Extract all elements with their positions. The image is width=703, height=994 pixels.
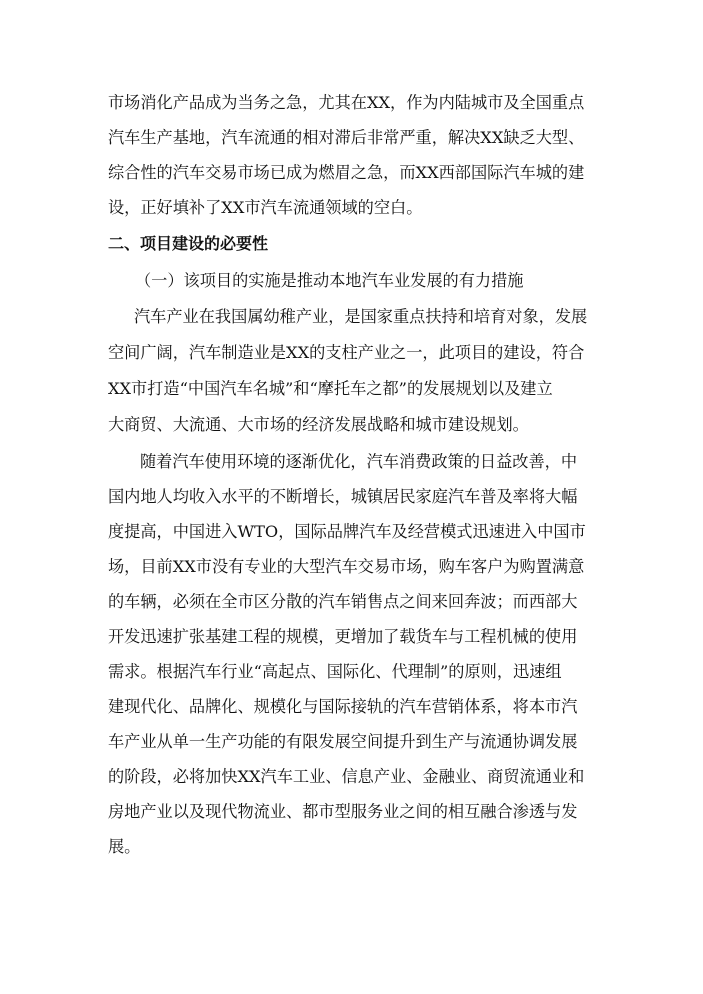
para-1-line-2: 汽车生产基地，汽车流通的相对滞后非常严重，解决XX缺乏大型、: [108, 128, 585, 147]
para-3-line-10: 的阶段，必将加快XX汽车工业、信息产业、金融业、商贸流通业和: [108, 767, 585, 786]
para-1-line-1: 市场消化产品成为当务之急，尤其在XX，作为内陆城市及全国重点: [108, 93, 585, 112]
para-2-line-3: XX市打造“中国汽车名城”和“摩托车之都”的发展规划以及建立: [108, 379, 553, 398]
para-1-line-4: 设，正好填补了XX市汽车流通领域的空白。: [108, 198, 423, 217]
para-2-line-2: 空间广阔，汽车制造业是XX的支柱产业之一，此项目的建设，符合: [108, 343, 585, 362]
para-3-line-8: 建现代化、品牌化、规模化与国际接轨的汽车营销体系，将本市汽: [108, 697, 578, 716]
para-3-line-11: 房地产业以及现代物流业、都市型服务业之间的相互融合渗透与发: [108, 802, 578, 821]
para-3-line-3: 度提高，中国进入WTO，国际品牌汽车及经营模式迅速进入中国市: [108, 522, 586, 541]
para-3-line-6: 开发迅速扩张基建工程的规模，更增加了载货车与工程机械的使用: [108, 627, 578, 646]
section-heading: 二、项目建设的必要性: [108, 234, 269, 253]
para-1-line-3: 综合性的汽车交易市场已成为燃眉之急，而XX西部国际汽车城的建: [108, 163, 585, 182]
para-3-line-2: 国内地人均收入水平的不断增长，城镇居民家庭汽车普及率将大幅: [108, 487, 578, 506]
para-3-line-4: 场，目前XX市没有专业的大型汽车交易市场，购车客户为购置满意: [108, 557, 585, 576]
para-3-line-5: 的车辆，必须在全市区分散的汽车销售点之间来回奔波；而西部大: [108, 592, 578, 611]
para-3-line-7: 需求。根据汽车行业“高起点、国际化、代理制”的原则，迅速组: [108, 662, 562, 681]
para-2-line-1: 汽车产业在我国属幼稚产业，是国家重点扶持和培育对象，发展: [134, 307, 588, 326]
para-3-line-9: 车产业从单一生产功能的有限发展空间提升到生产与流通协调发展: [108, 732, 578, 751]
para-3-line-12: 展。: [108, 837, 141, 856]
para-3-line-1: 随着汽车使用环境的逐渐优化，汽车消费政策的日益改善，中: [140, 452, 578, 471]
para-2-line-4: 大商贸、大流通、大市场的经济发展战略和城市建设规划。: [108, 415, 529, 434]
subsection-heading: （一）该项目的实施是推动本地汽车业发展的有力措施: [135, 271, 524, 290]
